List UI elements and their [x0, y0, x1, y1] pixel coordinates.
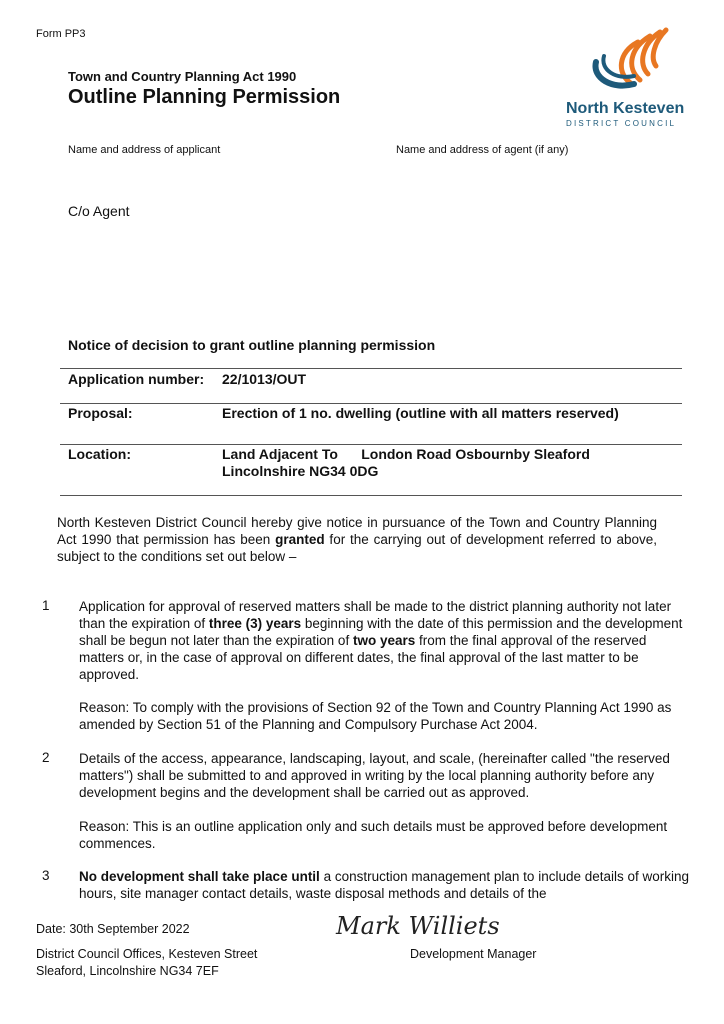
notice-title: Notice of decision to grant outline planning permission: [68, 337, 436, 353]
location-label: Location:: [68, 446, 131, 462]
condition-text: a construction management plan to include details of working hours, site manager contact details, waste disposal methods and details of the: [79, 869, 690, 901]
condition-2-text: Details of the access, appearance, landscaping, layout, and scale, (hereinafter called "the reserved matters") shall be submitted to and approved in writing by the local planning authority before any development begins and the development shall be carried out as approved.: [79, 751, 670, 800]
intro-granted: granted: [275, 532, 325, 547]
logo-name: North Kesteven: [566, 100, 685, 117]
condition-bold: No development shall take place until: [79, 869, 320, 884]
decision-date: Date: 30th September 2022: [36, 922, 190, 936]
condition-bold: three (3) years: [208, 616, 302, 631]
location-line-2: Lincolnshire NG34 0DG: [222, 463, 379, 479]
proposal-value: Erection of 1 no. dwelling (outline with all matters reserved): [222, 405, 619, 421]
divider: [60, 403, 682, 404]
condition-text: beginning with the date of this permission and the development shall be begun not later than the expiration of: [79, 616, 683, 648]
proposal-label: Proposal:: [68, 405, 133, 421]
intro-text: North Kesteven District Council hereby give notice in pursuance of the Town and Country Planning Act 1990 that permission has been: [57, 515, 657, 547]
condition-2-number: 2: [42, 750, 50, 765]
divider: [60, 444, 682, 445]
office-address-line-1: District Council Offices, Kesteven Street: [36, 947, 258, 961]
signatory-role: Development Manager: [410, 947, 537, 961]
condition-1-text: [79, 598, 691, 683]
condition-3-number: 3: [42, 868, 50, 883]
logo-swoosh-icon: [590, 22, 670, 94]
condition-1-reason: Reason: To comply with the provisions of Section 92 of the Town and Country Planning Act 1990 as amended by Section 51 of the Planning and Compulsory Purchase Act 2004.: [79, 700, 672, 732]
logo-subtitle: DISTRICT COUNCIL: [566, 119, 677, 128]
applicant-value: C/o Agent: [68, 203, 130, 219]
condition-2-reason: Reason: This is an outline application only and such details must be approved before development commences.: [79, 819, 668, 851]
act-title: Town and Country Planning Act 1990: [68, 69, 297, 84]
signature: Mark Williets: [336, 912, 500, 940]
divider: [60, 368, 682, 369]
intro-text-end: for the carrying out of development referred to above, subject to the conditions set out below –: [57, 532, 657, 564]
divider: [60, 495, 682, 496]
condition-1-number: 1: [42, 598, 50, 613]
application-number-label: Application number:: [68, 371, 205, 387]
council-logo: [560, 22, 700, 132]
condition-bold: two years: [352, 633, 416, 648]
condition-3-text: [79, 868, 691, 902]
agent-label: Name and address of agent (if any): [396, 144, 569, 156]
office-address-line-2: Sleaford, Lincolnshire NG34 7EF: [36, 964, 219, 978]
condition-text: from the final approval of the reserved matters or, in the case of approval on different dates, the final approval of the last matter to be approved.: [79, 633, 647, 682]
applicant-label: Name and address of applicant: [68, 144, 221, 156]
form-id: Form PP3: [36, 28, 86, 40]
location-line-1: Land Adjacent To London Road Osbournby Sleaford: [222, 446, 590, 462]
condition-text: Application for approval of reserved matters shall be made to the district planning authority not later than the expiration of: [79, 599, 672, 631]
application-number-value: 22/1013/OUT: [222, 371, 307, 387]
page-title: Outline Planning Permission: [68, 86, 341, 108]
intro-paragraph: [57, 514, 657, 565]
